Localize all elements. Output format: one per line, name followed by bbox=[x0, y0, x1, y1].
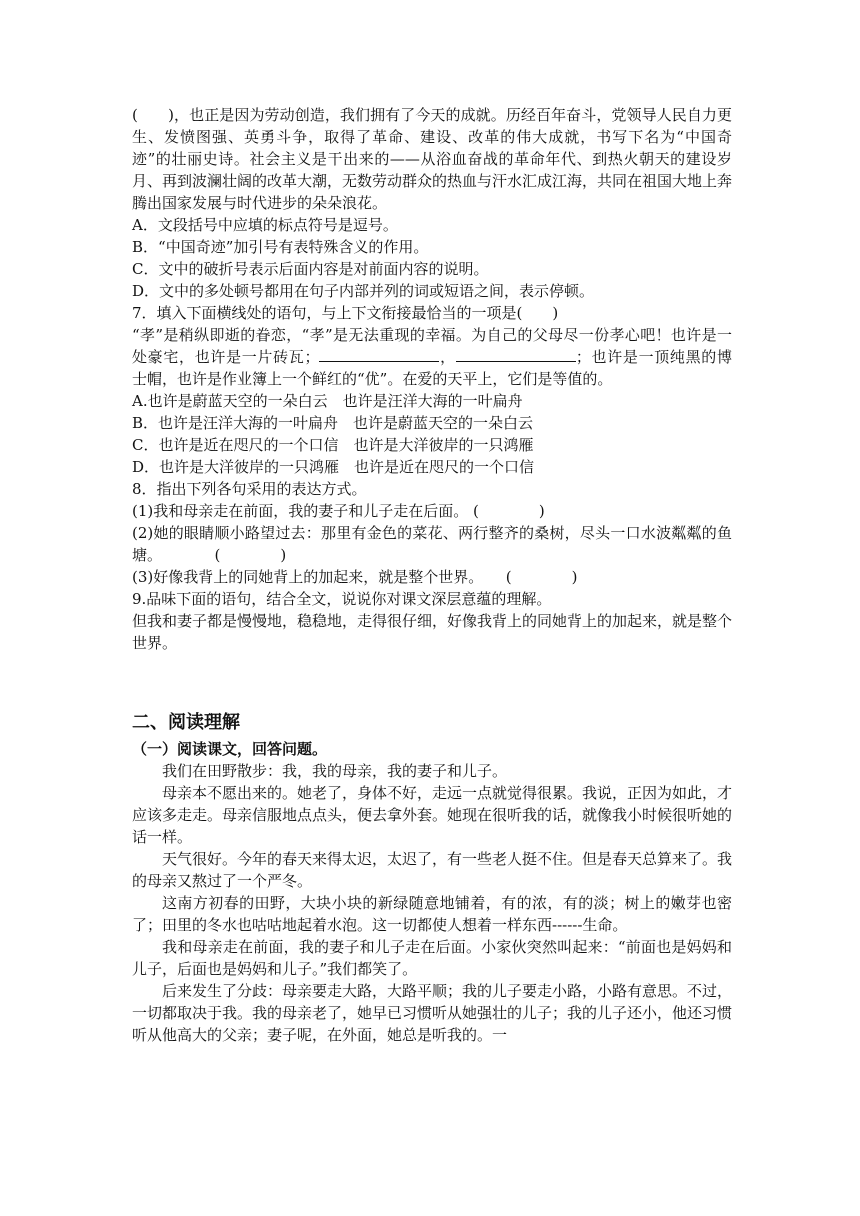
passage-paragraph: 后来发生了分歧：母亲要走大路，大路平顺；我的儿子要走小路，小路有意思。不过，一切都取决于我。我的母亲老了，她早已习惯听从她强壮的儿子；我的儿子还小，他还习惯听从他高大的父亲；妻子呢，在外面，她总是听我的。一 bbox=[132, 982, 733, 1044]
q8-item-1: (1)我和母亲走在前面，我的妻子和儿子走在后面。 ( ) bbox=[132, 502, 545, 520]
answer-blank-2[interactable] bbox=[456, 347, 576, 362]
answer-blank-1[interactable] bbox=[319, 347, 439, 362]
reading-passage bbox=[132, 760, 732, 1046]
q7-option-d: D．也许是大洋彼岸的一只鸿雁 也许是近在咫尺的一个口信 bbox=[132, 458, 535, 476]
q7-option-c: C．也许是近在咫尺的一个口信 也许是大洋彼岸的一只鸿雁 bbox=[132, 436, 534, 454]
q6-option-d: D．文中的多处顿号都用在句子内部并列的词或短语之间，表示停顿。 bbox=[132, 282, 595, 300]
q7-text-b: 也许是一顶纯黑的博士帽，也许是作业簿上一个鲜红的“优”。在爱的天平上，它们是等值的。 bbox=[132, 348, 732, 388]
passage-continuation: ( )，也正是因为劳动创造，我们拥有了今天的成就。历经百年奋斗，党领导人民自力更生、发愤图强、英勇斗争，取得了革命、建设、改革的伟大成就，书写下名为“中国奇迹”的壮丽史诗。社会主义是干出来的——从浴血奋战的革命年代、到热火朝天的建设岁月、再到波澜壮阔的改革大潮，无数劳动群众的热血与汗水汇成江海，共同在祖国大地上奔腾出国家发展与时代进步的朵朵浪花。 bbox=[132, 106, 733, 212]
q8-item-2: (2)她的眼睛顺小路望过去：那里有金色的菜花、两行整齐的桑树，尽头一口水波粼粼的鱼塘。 ( ) bbox=[132, 524, 732, 564]
document-page bbox=[132, 104, 732, 1046]
passage-paragraph: 我和母亲走在前面，我的妻子和儿子走在后面。小家伙突然叫起来：“前面也是妈妈和儿子，后面也是妈妈和儿子。”我们都笑了。 bbox=[132, 938, 732, 978]
passage-paragraph: 这南方初春的田野，大块小块的新绿随意地铺着，有的浓，有的淡；树上的嫩芽也密了；田里的冬水也咕咕地起着水泡。这一切都使人想着一样东西------生命。 bbox=[132, 894, 732, 934]
q6-option-b: B．“中国奇迹”加引号有表特殊含义的作用。 bbox=[132, 238, 429, 256]
q6-option-c: C．文中的破折号表示后面内容是对前面内容的说明。 bbox=[132, 260, 489, 278]
q7-passage bbox=[132, 324, 732, 390]
q7-sep-2: ； bbox=[575, 348, 591, 366]
subsection-heading: （一）阅读课文，回答问题。 bbox=[132, 740, 328, 758]
passage-paragraph: 天气很好。今年的春天来得太迟，太迟了，有一些老人挺不住。但是春天总算来了。我的母亲又熬过了一个严冬。 bbox=[132, 850, 733, 890]
q7-options bbox=[132, 390, 732, 478]
q8-item-3: (3)好像我背上的同她背上的加起来，就是整个世界。 ( ) bbox=[132, 568, 578, 586]
q8-stem: 8．指出下列各句采用的表达方式。 bbox=[132, 480, 367, 498]
q7-sep-1: ， bbox=[439, 348, 456, 366]
q6-options bbox=[132, 214, 732, 302]
q7-option-b: B．也许是汪洋大海的一叶扁舟 也许是蔚蓝天空的一朵白云 bbox=[132, 414, 534, 432]
q7-option-a: A.也许是蔚蓝天空的一朵白云 也许是汪洋大海的一叶扁舟 bbox=[132, 392, 523, 410]
passage-paragraph: 母亲本不愿出来的。她老了，身体不好，走远一点就觉得很累。我说，正因为如此，才应该多走走。母亲信服地点点头，便去拿外套。她现在很听我的话，就像我小时候很听她的话一样。 bbox=[132, 784, 733, 846]
q7-text-a: “孝”是稍纵即逝的眷恋，“孝”是无法重现的幸福。为自己的父母尽一份孝心吧！也许是一处豪宅，也许是一片砖瓦； bbox=[132, 326, 732, 366]
q7-stem: 7．填入下面横线处的语句，与上下文衔接最恰当的一项是( ) bbox=[132, 304, 559, 322]
q9-quote: 但我和妻子都是慢慢地，稳稳地，走得很仔细，好像我背上的同她背上的加起来，就是整个世界。 bbox=[132, 612, 733, 652]
section-heading: 二、阅读理解 bbox=[132, 712, 240, 733]
section-gap bbox=[132, 654, 732, 710]
passage-paragraph: 我们在田野散步：我，我的母亲，我的妻子和儿子。 bbox=[162, 762, 508, 780]
q6-option-a: A．文段括号中应填的标点符号是逗号。 bbox=[132, 216, 398, 234]
q9-stem: 9.品味下面的语句，结合全文，说说你对课文深层意蕴的理解。 bbox=[132, 590, 552, 608]
